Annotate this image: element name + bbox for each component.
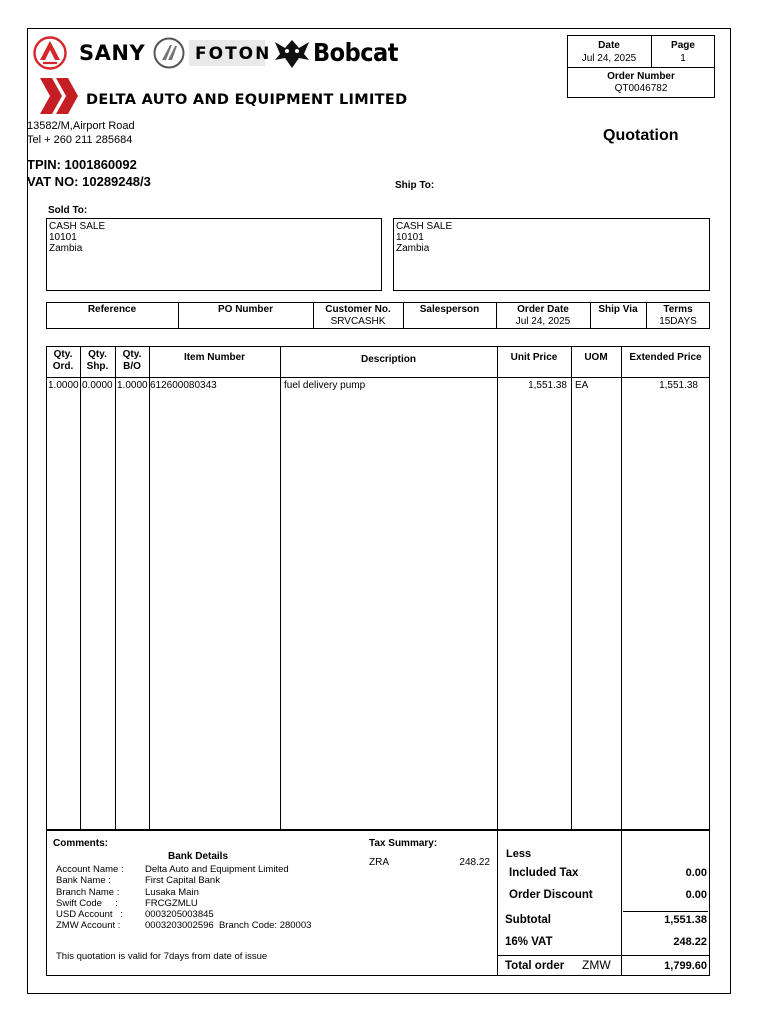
item-qty-bo: 1.0000 [117,380,148,391]
tax-amount: 248.22 [459,857,490,868]
bank-value: First Capital Bank [145,875,220,887]
bank-label: Swift Code : [56,897,118,909]
qty-bo-header-line1: Qty. [122,349,142,360]
qty-bo-header [115,349,149,373]
company-tpin: TPIN: 1001860092 [27,157,137,172]
delta-logo-icon [38,76,80,116]
bank-value: FRCGZMLU [145,897,198,909]
bank-value: 0003205003845 [145,909,214,921]
logo-row [33,34,403,74]
vat-value: 248.22 [673,936,707,948]
bank-label: USD Account : [56,909,124,921]
description-header: Description [360,354,416,365]
sold-to-box [46,218,382,291]
terms-header: Terms [663,304,693,315]
included-tax-label: Included Tax [509,867,579,879]
bank-label: ZMW Account : [56,920,121,932]
item-number-header: Item Number [183,352,246,363]
item-uom: EA [575,380,589,391]
customer-no-header: Customer No. [325,304,391,315]
bank-value: Delta Auto and Equipment Limited [145,864,289,875]
sany-wordmark: SANY [79,41,146,65]
items-col-divider [80,346,81,830]
table-row [46,380,710,392]
qty-ord-header [46,349,80,373]
less-label: Less [506,848,532,860]
order-date-header: Order Date [517,304,569,315]
company-name: DELTA AUTO AND EQUIPMENT LIMITED [86,92,408,108]
qty-shp-header [80,349,115,373]
qty-ord-header-line1: Qty. [53,349,73,360]
company-tel: Tel + 260 211 285684 [27,134,133,146]
sold-to-line: 10101 [49,232,77,243]
sold-to-line: Zambia [49,243,83,254]
validity-note: This quotation is valid for 7days from date of issue [56,951,268,962]
included-tax-value: 0.00 [685,867,707,879]
total-rule [497,955,710,956]
ship-to-line: CASH SALE [396,221,453,232]
bank-value: Lusaka Main [145,886,199,898]
salesperson-header: Salesperson [419,304,480,315]
extended-price-header: Extended Price [629,352,702,363]
ship-to-line: 10101 [396,232,424,243]
bank-row [56,887,376,898]
page-label: Page [671,40,695,51]
comments-label: Comments: [53,838,109,849]
qty-ord-header-line2: Ord. [52,361,74,372]
bank-row [56,898,376,909]
company-vat: VAT NO: 10289248/3 [27,174,151,189]
foton-wordmark: FOTON [195,44,272,64]
currency-label: ZMW [582,958,611,972]
qty-shp-header-line2: Shp. [86,361,109,372]
item-qty-ord: 1.0000 [48,380,79,391]
subtotal-label: Subtotal [505,914,551,926]
bank-details [56,864,376,932]
ship-to-line: Zambia [396,243,430,254]
item-number: 612600080343 [150,380,217,391]
subtotal-rule [623,911,708,912]
ship-to-box [393,218,710,291]
unit-price-header: Unit Price [510,352,558,363]
bank-row [56,875,376,886]
order-date-value: Jul 24, 2025 [515,316,571,327]
total-order-value: 1,799.60 [664,960,707,972]
bank-details-title: Bank Details [168,851,229,862]
items-col-divider [115,346,116,830]
bank-row [56,864,376,875]
qty-shp-header-line1: Qty. [88,349,107,360]
total-order-label: Total order [505,960,565,972]
bank-value: 0003203002596 Branch Code: 280003 [145,920,312,932]
items-col-divider [149,346,150,830]
doc-title: Quotation [603,127,679,144]
foton-logo-icon [153,37,185,69]
sany-logo-icon [33,36,67,70]
doc-info-divider-h [567,67,715,68]
item-qty-shp: 0.0000 [82,380,113,391]
bank-label: Bank Name : [56,875,111,887]
order-discount-label: Order Discount [509,889,593,901]
bank-label: Branch Name : [56,886,120,898]
qty-bo-header-line2: B/O [123,361,141,372]
items-col-divider [571,346,572,830]
item-extended-price: 1,551.38 [659,380,698,391]
ship-to-label: Ship To: [395,180,435,191]
po-number-header: PO Number [217,304,273,315]
order-number-label: Order Number [607,71,675,82]
subtotal-value: 1,551.38 [664,914,707,926]
order-discount-value: 0.00 [685,889,707,901]
bobcat-wordmark: Bobcat [313,38,398,67]
date-value: Jul 24, 2025 [581,53,637,64]
items-col-divider [280,346,281,830]
items-table [46,346,710,830]
page-value: 1 [680,53,686,64]
ship-via-header: Ship Via [598,304,638,315]
sold-to-line: CASH SALE [49,221,106,232]
items-header-divider [46,377,710,378]
bobcat-logo-icon [273,36,311,70]
bank-label: Account Name : [56,864,124,875]
order-number-value: QT0046782 [614,83,668,94]
tax-name: ZRA [369,857,389,868]
items-col-divider [497,346,498,830]
bank-row [56,909,376,920]
uom-header: UOM [584,352,608,363]
reference-header: Reference [87,304,137,315]
sold-to-label: Sold To: [48,205,88,216]
item-description: fuel delivery pump [284,380,366,391]
tax-summary-label: Tax Summary: [369,838,438,849]
company-address: 13582/M,Airport Road [27,120,135,132]
item-unit-price: 1,551.38 [528,380,567,391]
items-col-divider [621,346,622,830]
customer-no-value: SRVCASHK [330,316,386,327]
date-label: Date [598,40,620,51]
terms-value: 15DAYS [659,316,697,327]
bank-row [56,920,376,931]
vat-label: 16% VAT [505,936,553,948]
